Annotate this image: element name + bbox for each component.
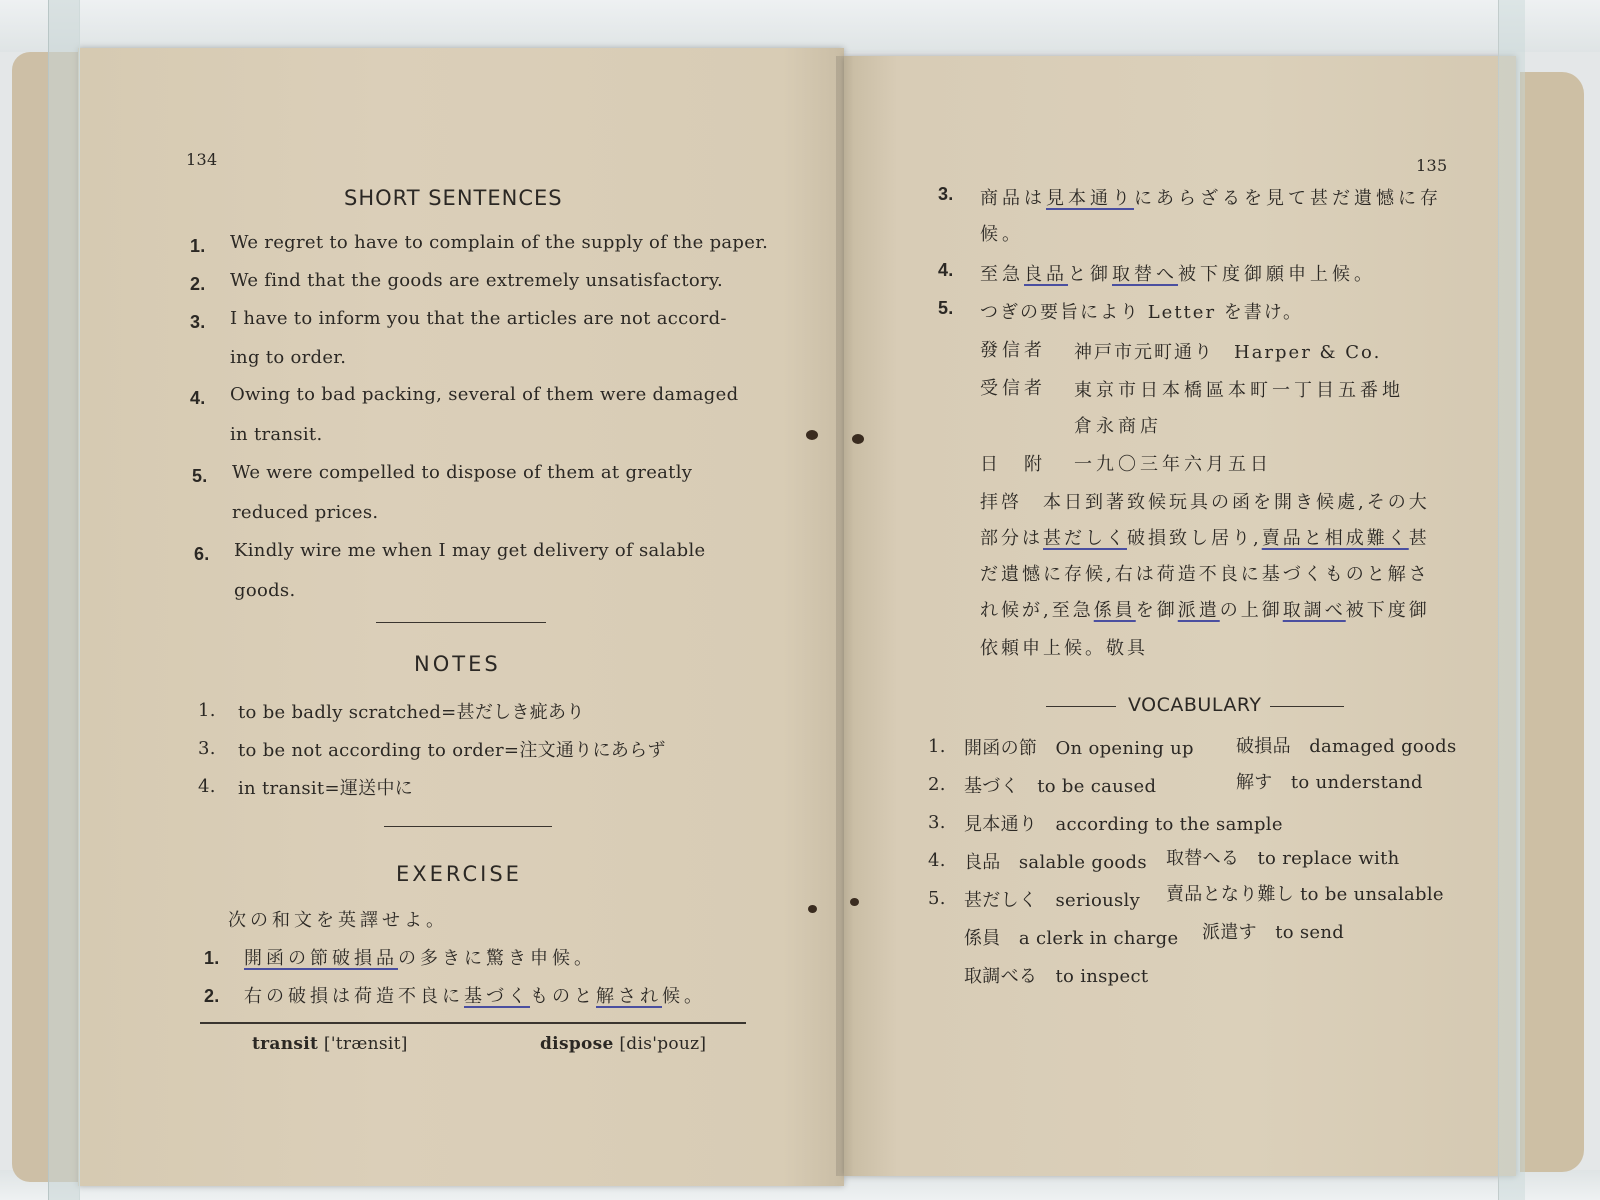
vocab-number: 5.	[928, 888, 946, 909]
left-page	[78, 48, 844, 1186]
exercise-number: 2.	[204, 986, 220, 1006]
vocab-number: 2.	[928, 774, 946, 795]
underlined-term: 良品	[1024, 264, 1068, 285]
underlined-term: 見本通り	[1046, 188, 1134, 209]
footnote-pronunciation	[252, 1034, 408, 1054]
note-text: to be not according to order=注文通りにあらず	[238, 740, 666, 761]
vocab-entry: 良品 salable goods	[964, 852, 1147, 873]
exercise-text-pre: 商品は	[980, 188, 1046, 209]
divider	[1046, 706, 1116, 707]
exercise-text-rest: の多きに驚き申候。	[398, 948, 596, 969]
letter-text: 破損致し居り,	[1127, 528, 1262, 549]
display-glass-top	[0, 0, 1600, 52]
exercise-number: 3.	[938, 184, 954, 204]
footnote-pronunciation	[540, 1034, 706, 1054]
vocab-entry: 解す to understand	[1236, 772, 1423, 793]
vocab-entry: 賣品となり難し to be unsalable	[1166, 884, 1444, 905]
letter-text: の上御	[1219, 600, 1283, 621]
sentence-text: Kindly wire me when I may get delivery of salable	[234, 540, 706, 561]
vocab-entry: 見本通り according to the sample	[964, 814, 1283, 835]
sentence-text: goods.	[234, 580, 296, 601]
sentence-number: 5.	[192, 466, 208, 486]
letter-text: を御	[1135, 600, 1178, 621]
exercise-number: 4.	[938, 260, 954, 280]
exercise-text-continued: 候。	[980, 224, 1024, 245]
binding-hole	[806, 430, 818, 440]
exercise-text	[244, 944, 596, 970]
page-number-left: 134	[186, 150, 218, 169]
sender-label: 發信者	[980, 340, 1046, 361]
underlined-term: 開函の節破損品	[244, 948, 398, 969]
exercise-text-pre: 右の破損は荷造不良に	[244, 986, 464, 1007]
footnote-ipa: ['trænsit]	[323, 1034, 408, 1054]
footnote-rule	[200, 1022, 746, 1024]
sentence-number: 2.	[190, 274, 206, 294]
exercise-text-mid: ものと	[530, 986, 596, 1007]
letter-line: だ遺憾に存候,右は荷造不良に基づくものと解さ	[980, 564, 1430, 585]
vocab-entry: 開函の節 On opening up	[964, 738, 1194, 759]
note-number: 1.	[198, 700, 216, 721]
letter-line	[980, 524, 1430, 550]
vocab-number: 4.	[928, 850, 946, 871]
exercise-text-post: にあらざるを見て甚だ遺憾に存	[1134, 188, 1442, 209]
underlined-term: 係員	[1093, 600, 1136, 621]
letter-text: れ候が,至急	[980, 600, 1094, 621]
sentence-text: We were compelled to dispose of them at greatly	[232, 462, 693, 483]
divider	[376, 622, 546, 623]
sentence-text: ing to order.	[230, 347, 347, 368]
sender-value: 神戸市元町通り Harper & Co.	[1074, 342, 1382, 363]
binding-hole	[852, 434, 864, 444]
underlined-term: 解され	[596, 986, 662, 1007]
note-number: 3.	[198, 738, 216, 759]
page-number-right: 135	[1416, 156, 1448, 175]
underlined-term: 賣品と相成難く	[1261, 528, 1409, 549]
vocab-entry: 破損品 damaged goods	[1236, 736, 1457, 757]
underlined-term: 派遣	[1177, 600, 1220, 621]
vocab-number: 3.	[928, 812, 946, 833]
letter-text: 部分は	[980, 528, 1043, 549]
sentence-text: We regret to have to complain of the supply of the paper.	[230, 232, 769, 253]
sentence-text: I have to inform you that the articles are not accord-	[230, 308, 727, 329]
receiver-label: 受信者	[980, 378, 1046, 399]
vocab-number: 1.	[928, 736, 946, 757]
divider	[1270, 706, 1344, 707]
date-value: 一九〇三年六月五日	[1074, 454, 1272, 475]
display-glass-edge-right	[1498, 0, 1525, 1200]
sentence-text: We find that the goods are extremely unsatisfactory.	[230, 270, 724, 291]
note-text: in transit=運送中に	[238, 778, 414, 799]
underlined-term: 取調べ	[1282, 600, 1346, 621]
sentence-number: 6.	[194, 544, 210, 564]
receiver-value: 東京市日本橋區本町一丁目五番地	[1074, 380, 1404, 401]
exercise-text-post: 被下度御願申上候。	[1178, 264, 1376, 285]
vocab-entry: 係員 a clerk in charge	[964, 928, 1179, 949]
exercise-text-pre: 至急	[980, 264, 1024, 285]
letter-line: 拝啓 本日到著致候玩具の函を開き候處,その大	[980, 492, 1430, 513]
book-cover-right	[1520, 72, 1584, 1172]
binding-hole	[850, 898, 859, 906]
exercise-text: つぎの要旨により Letter を書け。	[980, 302, 1304, 323]
vocab-entry: 派遣す to send	[1202, 922, 1345, 943]
divider	[384, 826, 552, 827]
footnote-word: transit	[252, 1034, 319, 1054]
exercise-text	[980, 184, 1442, 210]
display-glass-edge-left	[48, 0, 80, 1200]
letter-line: 依頼申上候。敬具	[980, 638, 1148, 659]
letter-text: 被下度御	[1345, 600, 1430, 621]
exercise-text-mid: と御	[1068, 264, 1112, 285]
vocab-entry: 基づく to be caused	[964, 776, 1157, 797]
note-text: to be badly scratched=甚だしき疵あり	[238, 702, 585, 723]
footnote-ipa: [dis'pouz]	[619, 1034, 707, 1054]
section-title-exercise: EXERCISE	[396, 862, 522, 886]
letter-line	[980, 596, 1430, 622]
section-title-vocabulary: VOCABULARY	[1128, 694, 1262, 716]
sentence-number: 4.	[190, 388, 206, 408]
binding-hole	[808, 905, 817, 913]
vocab-entry: 取調べる to inspect	[964, 966, 1149, 987]
sentence-number: 1.	[190, 236, 206, 256]
sentence-text: reduced prices.	[232, 502, 379, 523]
exercise-number: 5.	[938, 298, 954, 318]
underlined-term: 基づく	[464, 986, 530, 1007]
exercise-text	[980, 260, 1376, 286]
footnote-word: dispose	[540, 1034, 614, 1054]
exercise-number: 1.	[204, 948, 220, 968]
vocab-entry: 取替へる to replace with	[1166, 848, 1400, 869]
exercise-instruction: 次の和文を英譯せよ。	[228, 910, 448, 931]
underlined-term: 取替へ	[1112, 264, 1178, 285]
letter-text: 甚	[1408, 528, 1430, 549]
sentence-text: in transit.	[230, 424, 323, 445]
book-gutter	[836, 56, 854, 1176]
date-label: 日 附	[980, 454, 1046, 475]
vocab-entry: 甚だしく seriously	[964, 890, 1141, 911]
exercise-text	[244, 982, 706, 1008]
receiver-value: 倉永商店	[1074, 416, 1162, 437]
sentence-number: 3.	[190, 312, 206, 332]
exercise-text-post: 候。	[662, 986, 706, 1007]
sentence-text: Owing to bad packing, several of them were damaged	[230, 384, 739, 405]
section-title-notes: NOTES	[414, 652, 501, 676]
underlined-term: 甚だしく	[1043, 528, 1127, 549]
note-number: 4.	[198, 776, 216, 797]
section-title-short-sentences: SHORT SENTENCES	[344, 186, 563, 210]
